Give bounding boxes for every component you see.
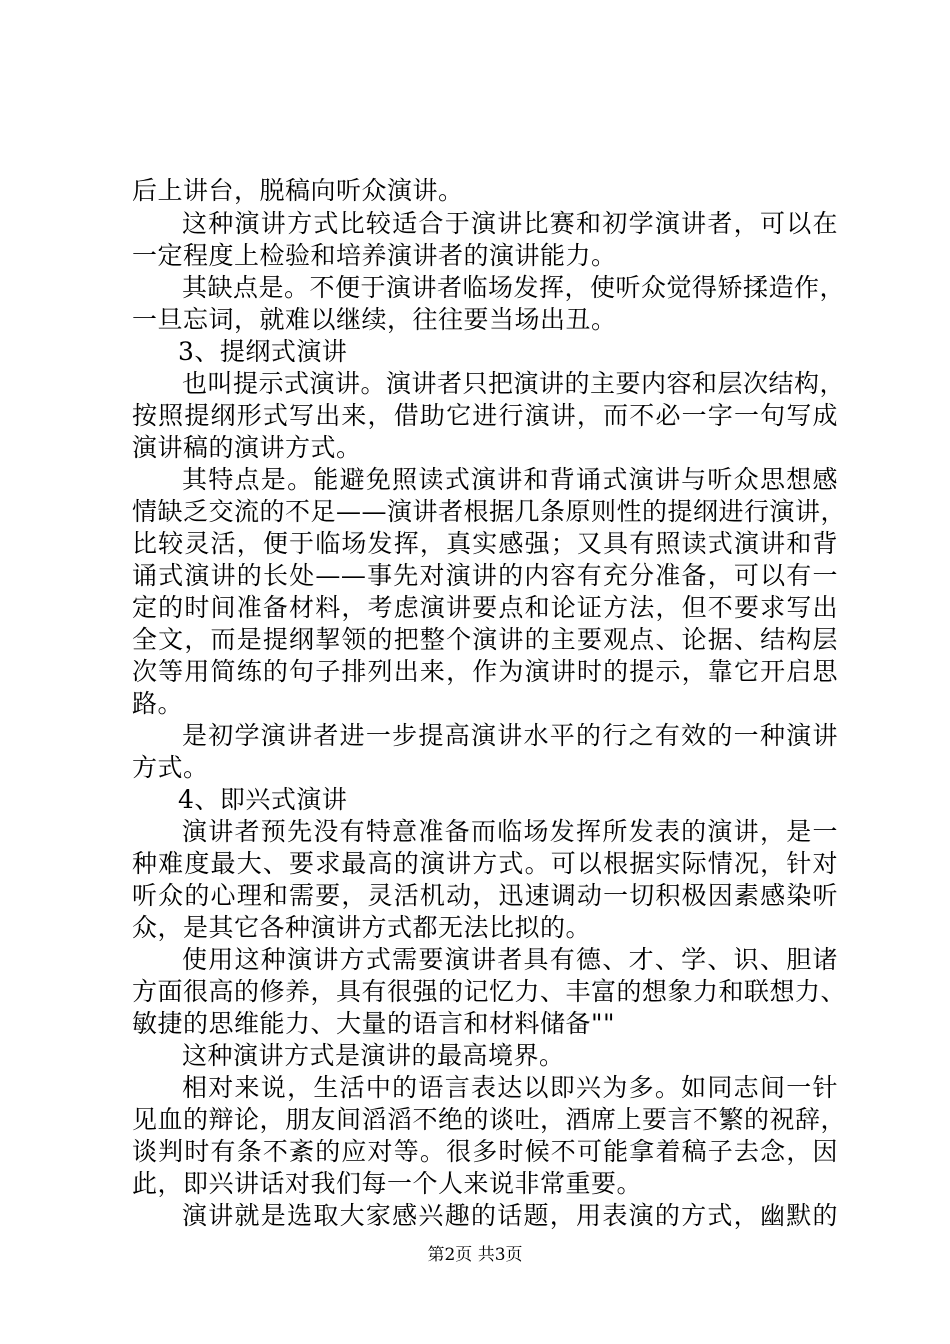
text-line: 其特点是。能避免照读式演讲和背诵式演讲与听众思想感 <box>182 465 838 494</box>
text-line: 后上讲台，脱稿向听众演讲。 <box>132 176 464 205</box>
text-line: 敏捷的思维能力、大量的语言和材料储备"" <box>132 1009 615 1038</box>
text-line: 这种演讲方式是演讲的最高境界。 <box>182 1041 565 1070</box>
section-heading: 4、即兴式演讲 <box>178 785 348 814</box>
text-line: 听众的心理和需要，灵活机动，迅速调动一切积极因素感染听 <box>132 881 838 910</box>
text-line: 诵式演讲的长处——事先对演讲的内容有充分准备，可以有一 <box>132 561 838 590</box>
text-line: 演讲就是选取大家感兴趣的话题，用表演的方式，幽默的 <box>182 1201 838 1230</box>
text-line: 也叫提示式演讲。演讲者只把演讲的主要内容和层次结构， <box>182 369 846 398</box>
text-line: 次等用简练的句子排列出来，作为演讲时的提示，靠它开启思 <box>132 657 838 686</box>
text-line: 其缺点是。不便于演讲者临场发挥，使听众觉得矫揉造作， <box>182 273 846 302</box>
text-line: 情缺乏交流的不足——演讲者根据几条原则性的提纲进行演讲， <box>132 497 847 526</box>
text-line: 这种演讲方式比较适合于演讲比赛和初学演讲者，可以在 <box>182 209 838 238</box>
text-line: 按照提纲形式写出来，借助它进行演讲，而不必一字一句写成 <box>132 401 838 430</box>
text-line: 方面很高的修养，具有很强的记忆力、丰富的想象力和联想力、 <box>132 977 847 1006</box>
text-line: 定的时间准备材料，考虑演讲要点和论证方法，但不要求写出 <box>132 593 838 622</box>
text-line: 比较灵活，便于临场发挥，真实感强；又具有照读式演讲和背 <box>132 529 838 558</box>
text-line: 一旦忘词，就难以继续，往往要当场出丑。 <box>132 305 617 334</box>
text-line: 演讲者预先没有特意准备而临场发挥所发表的演讲，是一 <box>182 817 838 846</box>
text-line: 使用这种演讲方式需要演讲者具有德、才、学、识、胆诸 <box>182 945 838 974</box>
text-line: 是初学演讲者进一步提高演讲水平的行之有效的一种演讲 <box>182 721 838 750</box>
text-line: 演讲稿的演讲方式。 <box>132 433 362 462</box>
text-line: 一定程度上检验和培养演讲者的演讲能力。 <box>132 241 617 270</box>
text-line: 全文，而是提纲挈领的把整个演讲的主要观点、论据、结构层 <box>132 625 838 654</box>
section-heading: 3、提纲式演讲 <box>178 337 348 366</box>
text-line: 众，是其它各种演讲方式都无法比拟的。 <box>132 913 592 942</box>
text-line: 路。 <box>132 689 184 718</box>
text-line: 见血的辩论，朋友间滔滔不绝的谈吐，酒席上要言不繁的祝辞， <box>132 1105 847 1134</box>
text-line: 谈判时有条不紊的应对等。很多时候不可能拿着稿子去念，因 <box>132 1137 838 1166</box>
text-line: 此，即兴讲话对我们每一个人来说非常重要。 <box>132 1169 643 1198</box>
text-line: 相对来说，生活中的语言表达以即兴为多。如同志间一针 <box>182 1073 838 1102</box>
text-line: 方式。 <box>132 753 209 782</box>
text-line: 种难度最大、要求最高的演讲方式。可以根据实际情况，针对 <box>132 849 838 878</box>
page-number-footer: 第2页 共3页 <box>427 1245 523 1265</box>
